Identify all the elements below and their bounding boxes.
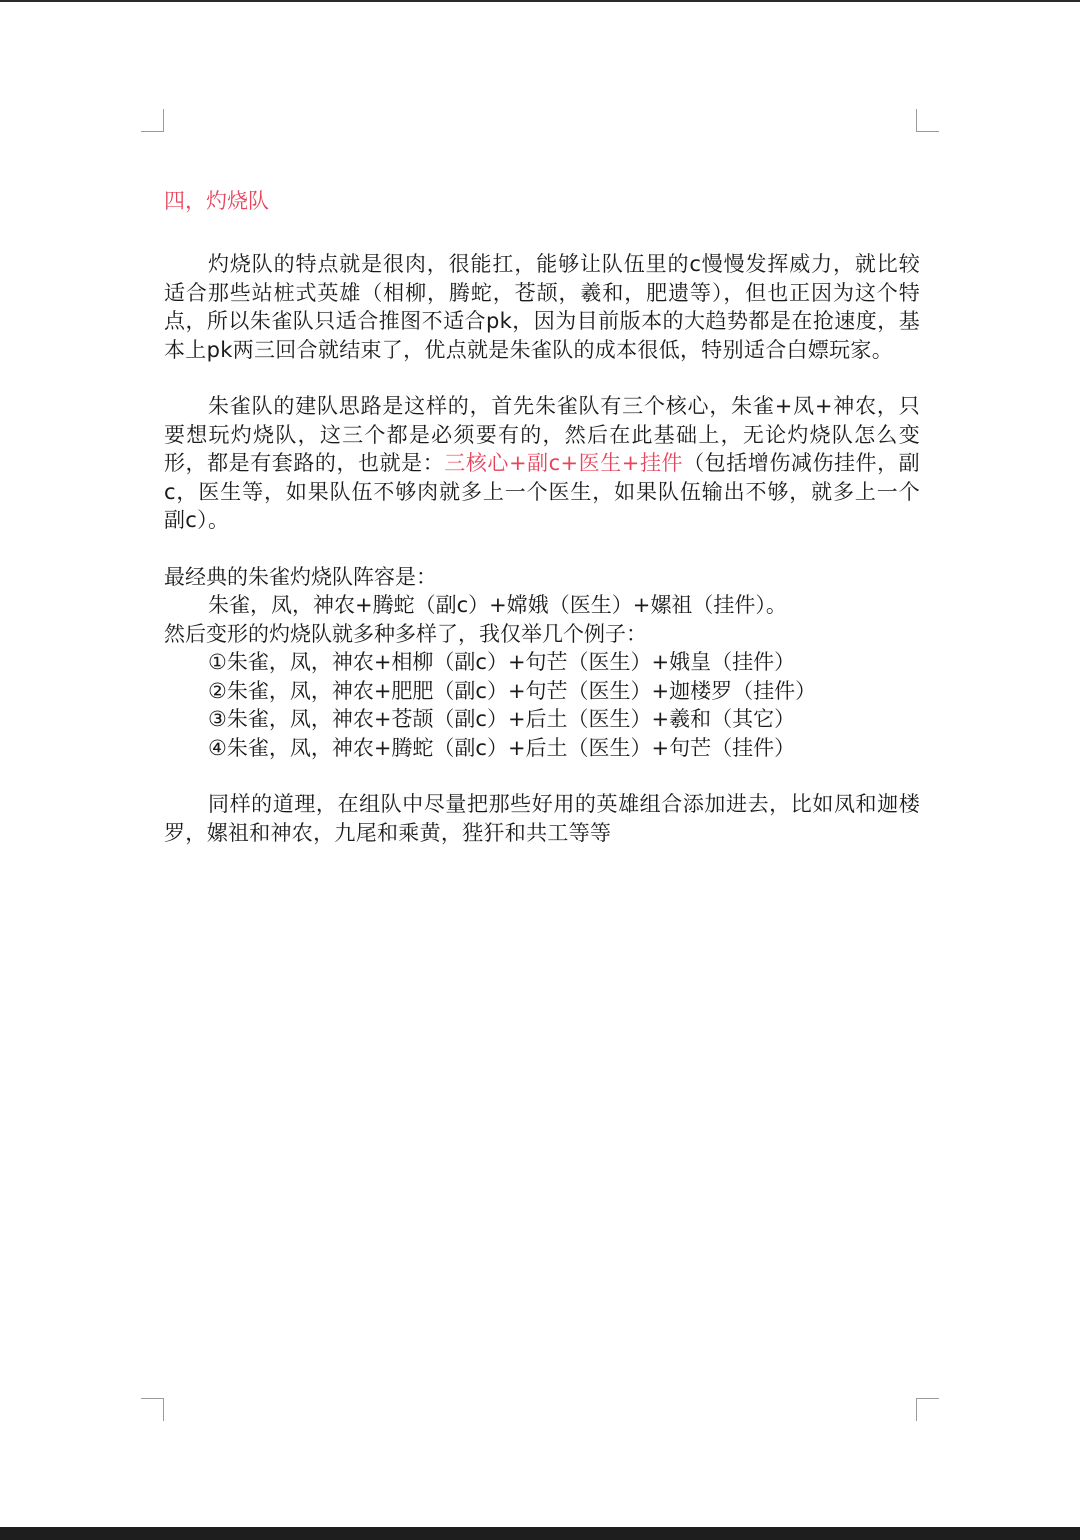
crop-mark-top-right <box>916 109 939 132</box>
top-edge-bar <box>0 0 1080 2</box>
paragraph-team-building-text: 朱雀队的建队思路是这样的，首先朱雀队有三个核心，朱雀+凤+神农，只要想玩灼烧队，这三个都是必须要有的，然后在此基础上，无论灼烧队怎么变形，都是有套路的，也就是： <box>164 394 920 475</box>
paragraph-team-building <box>164 392 920 535</box>
paragraph-combos: 同样的道理，在组队中尽量把那些好用的英雄组合添加进去，比如凤和迦楼罗，嫘祖和神农，九尾和乘黄，狴犴和共工等等 <box>164 792 920 845</box>
paragraph-features: 灼烧队的特点就是很肉，很能扛，能够让队伍里的c慢慢发挥威力，就比较适合那些站桩式英雄（相柳，腾蛇，苍颉，羲和，肥遗等），但也正因为这个特点，所以朱雀队只适合推图不适合pk，因为目前版本的大趋势都是在抢速度，基本上pk两三回合就结束了，优点就是朱雀队的成本很低，特别适合白嫖玩家。 <box>164 252 920 362</box>
spacer <box>164 535 920 563</box>
paragraph-team-building-tail: （包括增伤减伤挂件，副c，医生等，如果队伍不够肉就多上一个医生，如果队伍输出不够，就多上一个副c）。 <box>164 451 920 532</box>
classic-label: 最经典的朱雀灼烧队阵容是： <box>164 564 437 589</box>
formula-highlight: 三核心+副c+医生+挂件 <box>444 451 684 475</box>
variants-intro: 然后变形的灼烧队就多种多样了，我仅举几个例子： <box>164 621 647 646</box>
bottom-edge-bar <box>0 1527 1080 1540</box>
variant-item: ①朱雀，凤，神农+相柳（副c）+句芒（医生）+娥皇（挂件） <box>208 650 796 674</box>
spacer <box>164 364 920 392</box>
crop-mark-bottom-right <box>916 1398 939 1421</box>
crop-mark-top-left <box>141 109 164 132</box>
classic-lineup: 朱雀，凤，神农+腾蛇（副c）+嫦娥（医生）+嫘祖（挂件）。 <box>208 593 787 617</box>
variant-item: ④朱雀，凤，神农+腾蛇（副c）+后土（医生）+句芒（挂件） <box>208 735 796 760</box>
document-body <box>164 186 920 847</box>
spacer <box>164 762 920 790</box>
spacer <box>164 216 920 244</box>
section-heading: 四，灼烧队 <box>164 189 269 213</box>
variant-item: ②朱雀，凤，神农+肥肥（副c）+句芒（医生）+迦楼罗（挂件） <box>208 678 817 703</box>
variant-item: ③朱雀，凤，神农+苍颉（副c）+后土（医生）+羲和（其它） <box>208 707 796 731</box>
crop-mark-bottom-left <box>141 1398 164 1421</box>
